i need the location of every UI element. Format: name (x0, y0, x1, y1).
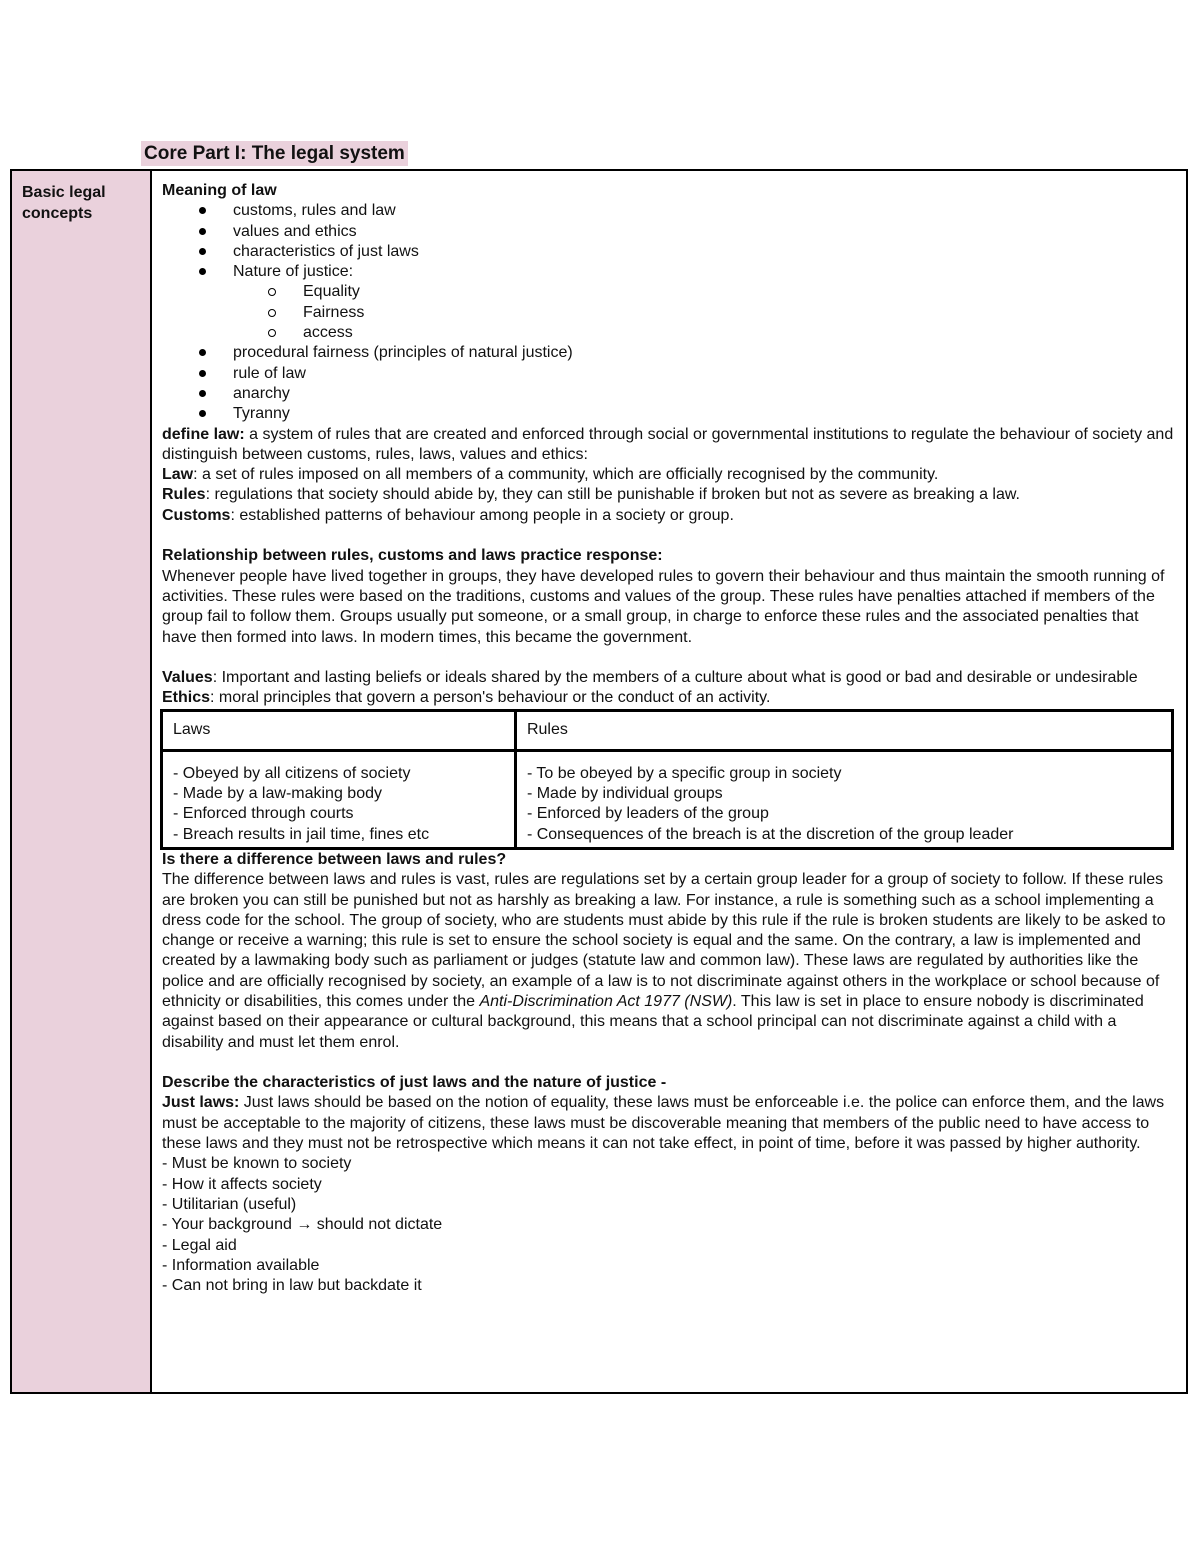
list-item: - Legal aid (162, 1236, 237, 1254)
table-row: - Enforced through courts (173, 805, 354, 823)
table-row: - Obeyed by all citizens of society (173, 764, 411, 782)
sublist-item: Equality (303, 282, 1176, 302)
table-row: - Made by individual groups (526, 785, 723, 803)
list-item: - Your background → should not dictate (162, 1216, 443, 1234)
justice-sublist (233, 282, 1176, 343)
sublist-item: Fairness (303, 303, 1176, 323)
list-item: - Must be known to society (162, 1155, 352, 1173)
relationship-text: Whenever people have lived together in groups, they have developed rules to govern their behaviour and thus maintain the smooth running of activities. These rules were based on the traditions, customs and values of the group. These rules have penalties attached if members of the group fail to follow them. Groups usually put someone, or a small group, in charge to enforce these rules and the associated penalties that have then formed into laws. In modern times, this became the government. (162, 567, 1165, 646)
list-item: procedural fairness (principles of natural justice) (233, 343, 1176, 363)
meaning-heading: Meaning of law (162, 182, 277, 199)
rules-definition: Rules: regulations that society should abide by, they can still be punishable if broken but not as severe as breaking a law. (162, 486, 1020, 504)
define-law: define law: a system of rules that are created and enforced through social or governmental institutions to regulate the behaviour of society and distinguish between customs, rules, laws, values and ethics: (162, 425, 1174, 463)
table-row: - Made by a law-making body (173, 785, 382, 803)
list-item: rule of law (233, 364, 1176, 384)
laws-header: Laws (162, 710, 516, 750)
notes-table (10, 169, 1188, 1394)
rules-cell (515, 750, 1172, 848)
just-laws-heading: Describe the characteristics of just laws and the nature of justice - (162, 1074, 667, 1092)
sublist-item: access (303, 323, 1176, 343)
row-label: Basic legal concepts (12, 171, 152, 1392)
law-definition: Law: a set of rules imposed on all members of a community, which are officially recognised by the community. (162, 466, 939, 484)
list-item: - How it affects society (162, 1175, 322, 1193)
laws-cell (162, 750, 516, 848)
table-row: - Breach results in jail time, fines etc (173, 825, 430, 843)
values-definition: Values: Important and lasting beliefs or ideals shared by the members of a culture about what is good or bad and desirable or undesirable (162, 669, 1138, 687)
list-item: anarchy (233, 384, 1176, 404)
ethics-definition: Ethics: moral principles that govern a person's behaviour or the conduct of an activity. (162, 689, 771, 707)
notes-content (152, 171, 1186, 1392)
list-item: - Information available (162, 1256, 320, 1274)
table-row: - Enforced by leaders of the group (526, 805, 769, 823)
rules-header: Rules (515, 710, 1172, 750)
relationship-heading: Relationship between rules, customs and laws practice response: (162, 547, 663, 565)
table-row: - Consequences of the breach is at the discretion of the group leader (526, 825, 1014, 843)
list-item: - Utilitarian (useful) (162, 1195, 297, 1213)
page-title: Core Part I: The legal system (141, 141, 408, 166)
laws-rules-table (160, 709, 1174, 850)
just-laws-text: Just laws: Just laws should be based on the notion of equality, these laws must be enforceable i.e. the police can enforce them, and the laws must be acceptable to the majority of citizens, these laws must be discoverable meaning that members of the public need to have access to these laws and they must not be retrospective which means it can not take effect, in point of time, before it was passed by higher authority. (162, 1094, 1165, 1153)
act-name: Anti-Discrimination Act 1977 (NSW) (479, 992, 733, 1010)
meaning-list (162, 201, 1176, 424)
list-item: values and ethics (233, 222, 1176, 242)
customs-definition: Customs: established patterns of behaviour among people in a society or group. (162, 506, 734, 524)
difference-text: The difference between laws and rules is vast, rules are regulations set by a certain group leader for a group of society to follow. If these rules are broken you can still be punished but not as harshly as breaking a law. For instance, a rule is something such as a school implementing a dress code for the school. The group of society, who are students must abide by this rule if the rule is broken students are likely to be asked to change or receive a warning; this rule is set to ensure the school society is equal and the same. On the contrary, a law is implemented and created by a lawmaking body such as parliament or judges (statute law and common law). These laws are regulated by authorities like the police and are officially recognised by society, an example of a law is to not discriminate against others in the workplace or school because of ethnicity or disabilities, this comes under the Anti-Discrimination Act 1977 (NSW). This law is set in place to ensure nobody is discriminated against based on their appearance or cultural background, this means that a school principal can not discriminate against a child with a disability and must let them enrol. (162, 871, 1166, 1051)
difference-heading: Is there a difference between laws and rules? (162, 850, 507, 868)
list-item: - Can not bring in law but backdate it (162, 1277, 422, 1295)
list-item: Tyranny (233, 404, 1176, 424)
list-item: customs, rules and law (233, 201, 1176, 221)
list-item: characteristics of just laws (233, 242, 1176, 262)
list-item: Nature of justice: Equality Fairness access (233, 262, 1176, 343)
table-row: - To be obeyed by a specific group in society (526, 764, 842, 782)
